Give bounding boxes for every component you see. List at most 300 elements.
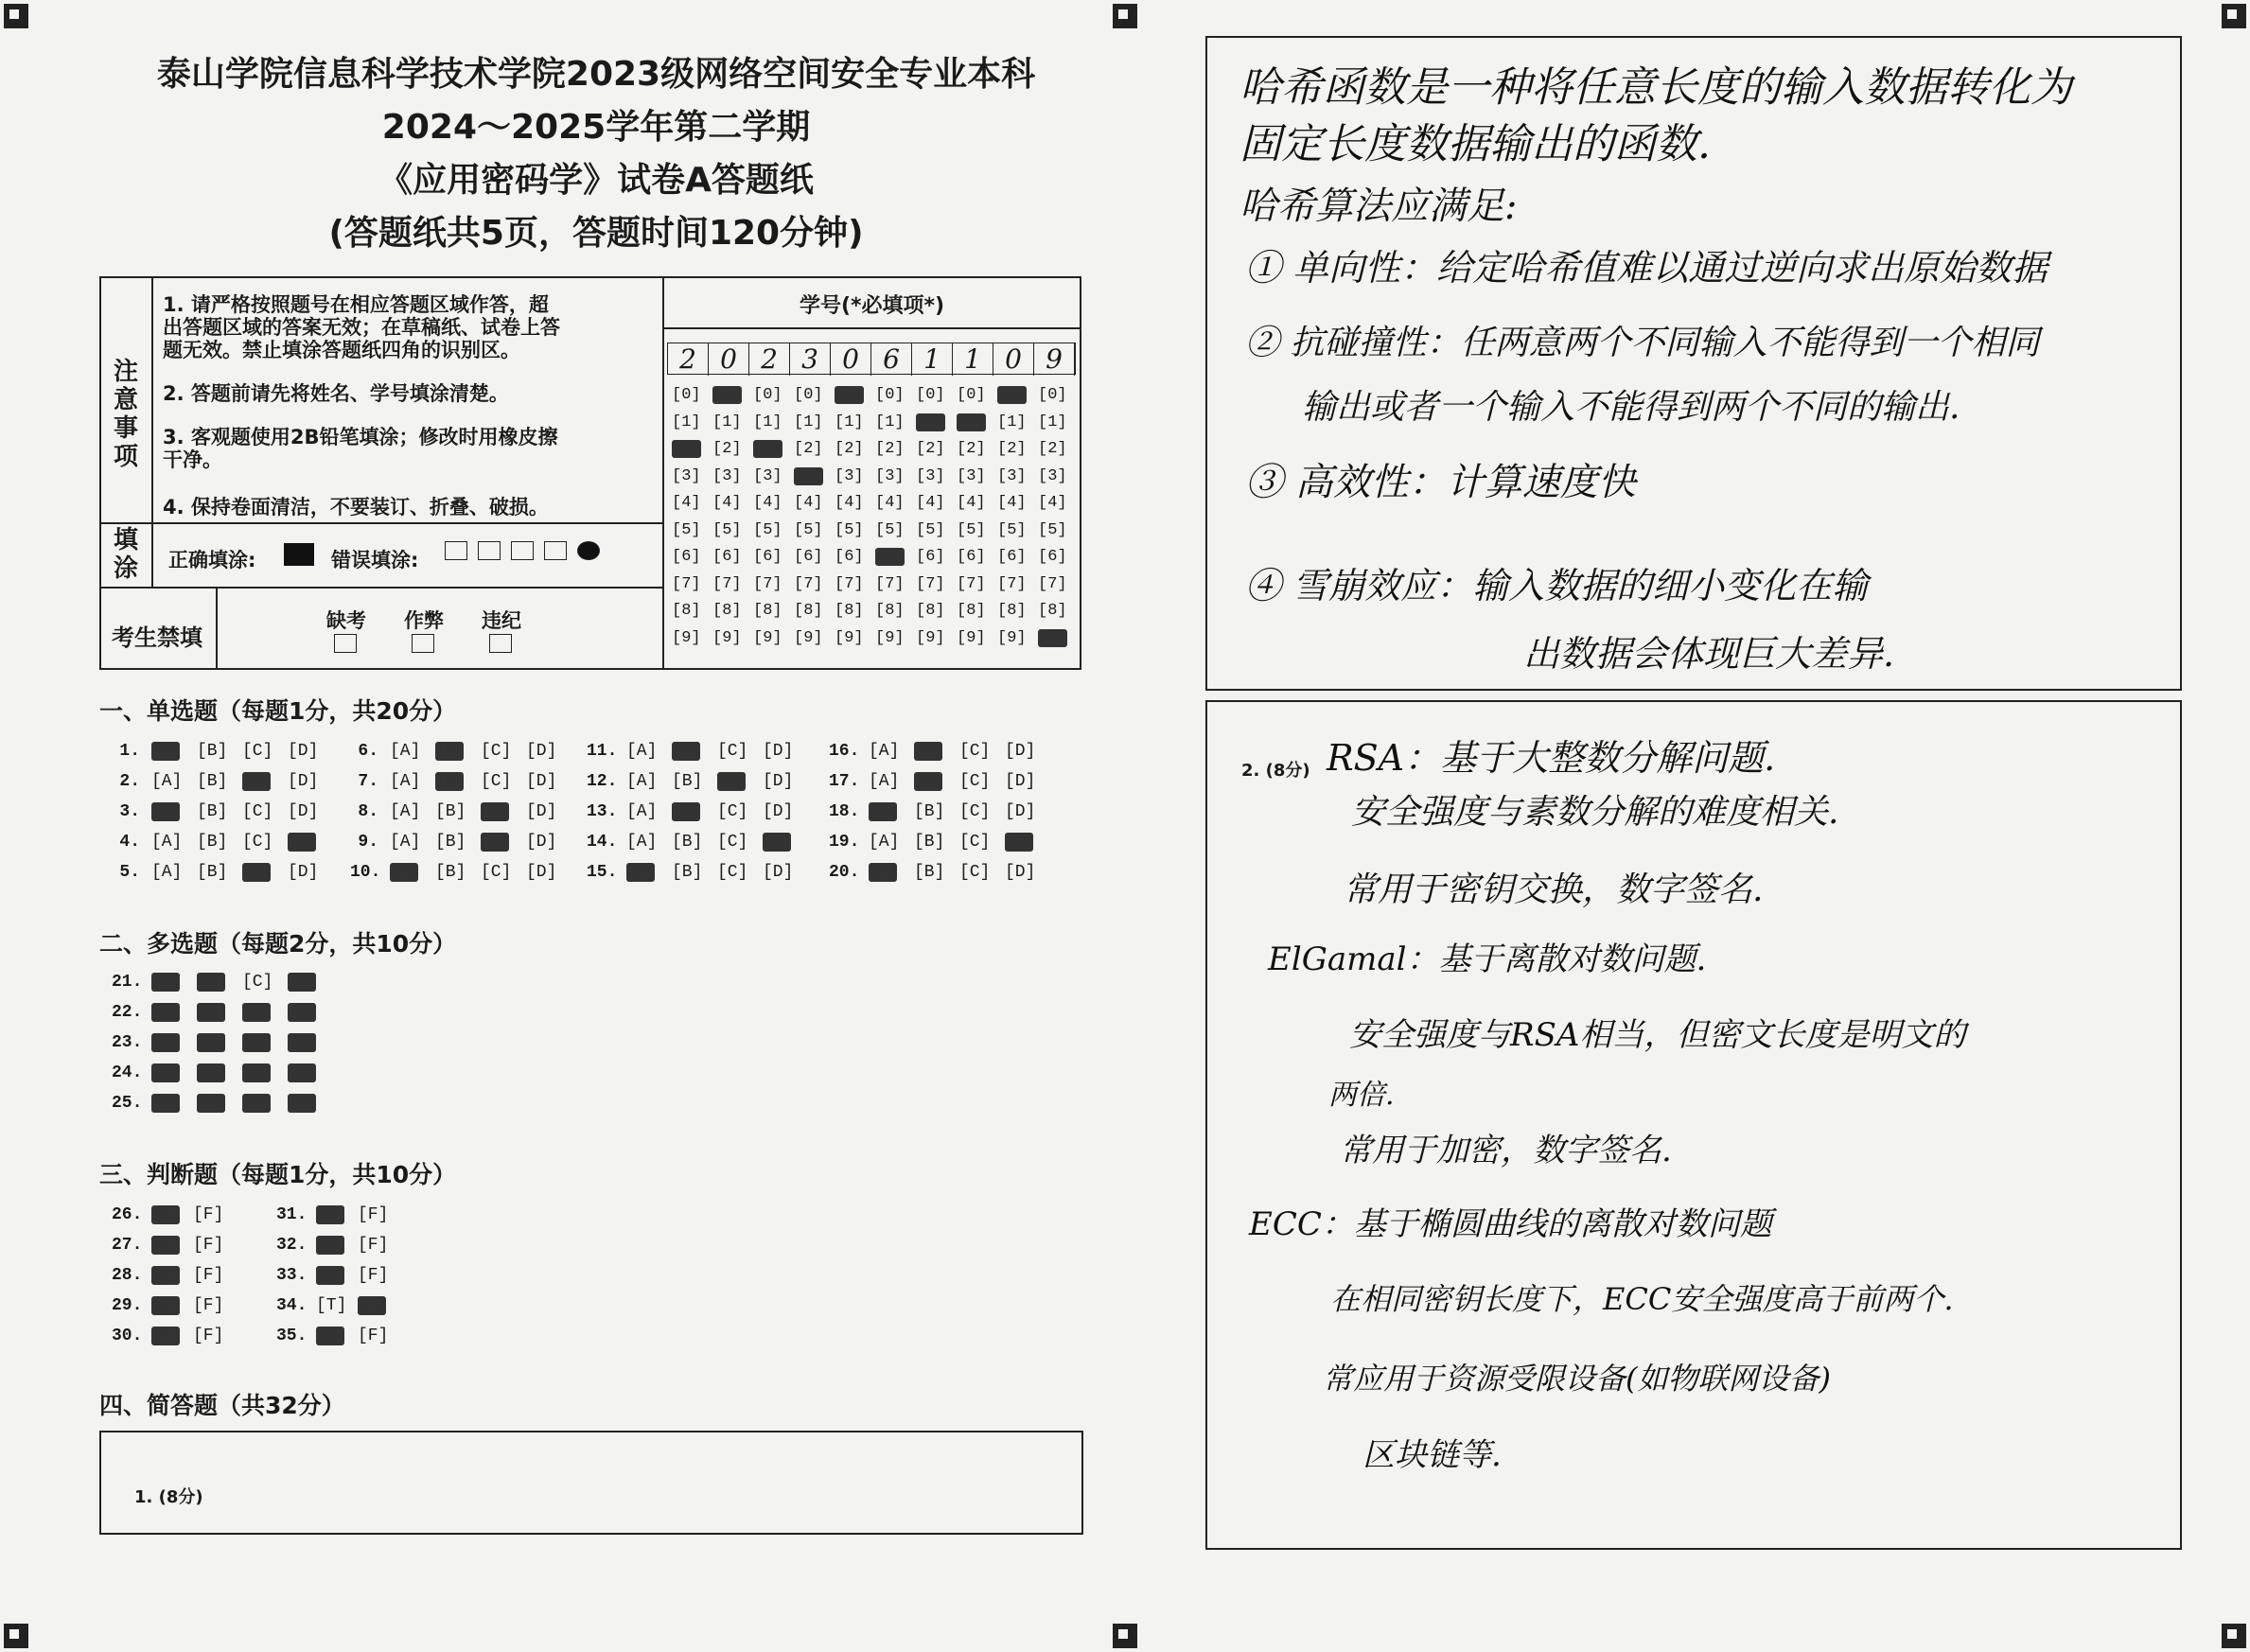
student-id-bubble[interactable]: [6] [916, 548, 945, 566]
student-id-bubble[interactable]: [0] [712, 386, 742, 404]
option-bubble[interactable]: [A] [151, 1094, 183, 1113]
student-id-bubble[interactable]: [0] [1038, 386, 1067, 404]
forbid-option-checkbox[interactable] [489, 634, 512, 653]
option-bubble[interactable]: [D] [1005, 772, 1036, 791]
option-bubble[interactable]: [B] [197, 1094, 228, 1113]
option-bubble[interactable]: [D] [1005, 833, 1036, 852]
student-id-bubble[interactable]: [9] [997, 628, 1027, 647]
student-id-bubble[interactable]: [5] [835, 520, 864, 539]
forbid-label: 考生禁填 [112, 624, 202, 651]
option-bubble[interactable]: [T] [316, 1266, 347, 1285]
option-bubble[interactable]: [T] [316, 1205, 347, 1224]
student-id-bubble[interactable]: [7] [672, 574, 701, 593]
option-bubble[interactable]: [T] [151, 1327, 183, 1345]
student-id-bubble[interactable]: [5] [1038, 520, 1067, 539]
option-bubble[interactable]: [A] [390, 863, 421, 882]
option-bubble[interactable]: [C] [242, 1003, 273, 1022]
wrong-sample-dash [511, 541, 534, 560]
option-bubble[interactable]: [C] [717, 802, 748, 821]
judge-question-row [112, 1236, 235, 1255]
student-id-bubble[interactable]: [2] [957, 440, 986, 458]
wrong-sample-dot [577, 541, 600, 560]
option-bubble[interactable]: [B] [197, 973, 228, 992]
question-number: 7. [358, 772, 378, 791]
option-bubble[interactable]: [F] [358, 1205, 389, 1224]
option-bubble[interactable]: [D] [288, 863, 319, 882]
option-bubble[interactable]: [D] [763, 833, 794, 852]
question-number: 24. [112, 1063, 143, 1082]
student-id-bubble[interactable]: [0] [875, 386, 905, 404]
judge-question-row [276, 1205, 399, 1224]
question-number: 27. [112, 1236, 143, 1255]
option-bubble[interactable]: [C] [242, 772, 273, 791]
handwritten-answer-line: 区块链等. [1362, 1436, 1502, 1474]
student-id-bubble[interactable]: [2] [997, 440, 1027, 458]
single-question-row [350, 802, 571, 821]
option-bubble[interactable]: [C] [717, 772, 748, 791]
option-bubble[interactable]: [F] [358, 1296, 389, 1315]
option-bubble[interactable]: [C] [959, 833, 991, 852]
student-id-bubble[interactable]: [3] [672, 466, 701, 485]
student-id-bubble[interactable]: [7] [957, 574, 986, 593]
student-id-bubble[interactable]: [6] [794, 548, 823, 566]
student-id-bubble[interactable]: [1] [753, 413, 782, 431]
option-bubble[interactable]: [B] [197, 802, 228, 821]
q1-label: 1. (8分) [134, 1487, 203, 1507]
forbid-option-label: 违纪 [482, 609, 521, 632]
q2-label: 2. (8分) [1241, 761, 1310, 781]
student-id-bubble[interactable]: [9] [753, 628, 782, 647]
student-id-bubble[interactable]: [9] [875, 628, 905, 647]
option-bubble[interactable]: [B] [672, 772, 703, 791]
option-bubble[interactable]: [A] [626, 772, 658, 791]
option-bubble[interactable]: [A] [626, 833, 658, 852]
option-bubble[interactable]: [C] [242, 742, 273, 761]
option-bubble[interactable]: [A] [869, 742, 900, 761]
question-number: 1. [119, 742, 140, 761]
student-id-bubble[interactable]: [2] [835, 440, 864, 458]
option-bubble[interactable]: [D] [763, 742, 794, 761]
student-id-bubble[interactable]: [6] [1038, 548, 1067, 566]
student-id-bubble[interactable]: [4] [997, 494, 1027, 512]
judge-question-row [112, 1327, 235, 1345]
option-bubble[interactable]: [B] [672, 833, 703, 852]
option-bubble[interactable]: [A] [869, 772, 900, 791]
section-judge-title: 三、判断题（每题1分，共10分） [99, 1161, 457, 1188]
student-id-bubble[interactable]: [3] [835, 466, 864, 485]
correct-fill-label: 正确填涂: [168, 549, 256, 571]
option-bubble[interactable]: [D] [1005, 742, 1036, 761]
student-id-bubble[interactable]: [4] [712, 494, 742, 512]
student-id-bubble[interactable]: [9] [835, 628, 864, 647]
corner-marker-top-left [4, 4, 28, 28]
option-bubble[interactable]: [C] [242, 1063, 273, 1082]
notice-item: 4. 保持卷面清洁，不要装订、折叠、破损。 [163, 496, 549, 518]
student-id-bubble[interactable]: [7] [1038, 574, 1067, 593]
option-bubble[interactable]: [T] [151, 1266, 183, 1285]
option-bubble[interactable]: [T] [316, 1296, 347, 1315]
student-id-bubble[interactable]: [4] [794, 494, 823, 512]
option-bubble[interactable]: [C] [717, 742, 748, 761]
student-id-bubble[interactable]: [1] [712, 413, 742, 431]
corner-marker-top-center [1113, 4, 1137, 28]
student-id-digit: 6 [871, 343, 912, 376]
option-bubble[interactable]: [A] [151, 833, 183, 852]
option-bubble[interactable]: [D] [763, 863, 794, 882]
handwritten-answer-line: 安全强度与RSA相当，但密文长度是明文的 [1349, 1016, 1966, 1054]
student-id-bubble[interactable]: [4] [957, 494, 986, 512]
student-id-bubble[interactable]: [6] [835, 548, 864, 566]
option-bubble[interactable]: [D] [526, 772, 557, 791]
wrong-fill-samples [445, 541, 600, 566]
single-question-row [587, 863, 808, 882]
question-number: 14. [587, 833, 618, 852]
option-bubble[interactable]: [F] [193, 1236, 224, 1255]
student-id-bubble[interactable]: [7] [712, 574, 742, 593]
student-id-bubble[interactable]: [1] [672, 413, 701, 431]
student-id-bubble[interactable]: [6] [672, 548, 701, 566]
fill-label-divider [151, 522, 153, 587]
option-bubble[interactable]: [B] [435, 742, 466, 761]
student-id-bubble[interactable]: [8] [997, 602, 1027, 620]
student-id-bubble[interactable]: [1] [875, 413, 905, 431]
option-bubble[interactable]: [A] [390, 742, 421, 761]
option-bubble[interactable]: [A] [626, 863, 658, 882]
student-id-bubble[interactable]: [3] [875, 466, 905, 485]
single-question-row [350, 772, 571, 791]
header-line-4: (答题纸共5页，答题时间120分钟) [328, 214, 864, 253]
student-id-bubble[interactable]: [8] [712, 602, 742, 620]
student-id-bubble[interactable]: [7] [916, 574, 945, 593]
option-bubble[interactable]: [C] [242, 863, 273, 882]
question-number: 31. [276, 1205, 308, 1224]
option-bubble[interactable]: [A] [151, 1003, 183, 1022]
student-id-bubble[interactable]: [0] [916, 386, 945, 404]
student-id-bubble[interactable]: [0] [794, 386, 823, 404]
option-bubble[interactable]: [B] [197, 772, 228, 791]
student-id-bubble[interactable]: [6] [957, 548, 986, 566]
single-question-row [112, 863, 333, 882]
student-id-bubble[interactable]: [5] [997, 520, 1027, 539]
option-bubble[interactable]: [F] [193, 1296, 224, 1315]
single-question-row [829, 833, 1050, 852]
student-id-bubble[interactable]: [7] [997, 574, 1027, 593]
option-bubble[interactable]: [C] [242, 833, 273, 852]
single-question-row [587, 742, 808, 761]
option-bubble[interactable]: [D] [288, 1033, 319, 1052]
option-bubble[interactable]: [F] [193, 1327, 224, 1345]
question-number: 30. [112, 1327, 143, 1345]
option-bubble[interactable]: [B] [197, 863, 228, 882]
student-id-bubble[interactable]: [8] [794, 602, 823, 620]
option-bubble[interactable]: [D] [526, 742, 557, 761]
student-id-bubble[interactable]: [7] [753, 574, 782, 593]
handwritten-answer-line: ② 抗碰撞性：任两意两个不同输入不能得到一个相同 [1245, 324, 2040, 362]
student-id-bubble[interactable]: [9] [1038, 628, 1067, 647]
option-bubble[interactable]: [C] [959, 772, 991, 791]
multi-question-row [112, 1003, 333, 1022]
student-id-bubble[interactable]: [7] [875, 574, 905, 593]
option-bubble[interactable]: [A] [151, 1063, 183, 1082]
student-id-bubble[interactable]: [9] [672, 628, 701, 647]
student-id-bubble[interactable]: [3] [1038, 466, 1067, 485]
option-bubble[interactable]: [C] [481, 833, 512, 852]
multi-question-row [112, 1063, 333, 1082]
question-number: 3. [119, 802, 140, 821]
option-bubble[interactable]: [C] [959, 863, 991, 882]
option-bubble[interactable]: [C] [242, 973, 273, 992]
option-bubble[interactable]: [A] [869, 863, 900, 882]
option-bubble[interactable]: [D] [526, 833, 557, 852]
option-bubble[interactable]: [D] [526, 802, 557, 821]
corner-marker-bottom-center [1113, 1624, 1137, 1648]
option-bubble[interactable]: [B] [197, 742, 228, 761]
student-id-bubble[interactable]: [8] [835, 602, 864, 620]
student-id-bubble[interactable]: [3] [957, 466, 986, 485]
student-id-bubble[interactable]: [9] [957, 628, 986, 647]
student-id-bubble[interactable]: [2] [916, 440, 945, 458]
student-id-bubble[interactable]: [2] [712, 440, 742, 458]
option-bubble[interactable]: [B] [914, 802, 945, 821]
option-bubble[interactable]: [C] [959, 802, 991, 821]
student-id-bubble[interactable]: [3] [997, 466, 1027, 485]
option-bubble[interactable]: [A] [151, 772, 183, 791]
option-bubble[interactable]: [D] [288, 742, 319, 761]
student-id-digit: 1 [912, 343, 953, 376]
q1-box-left [99, 1431, 1083, 1535]
option-bubble[interactable]: [C] [959, 742, 991, 761]
student-id-bubble[interactable]: [5] [672, 520, 701, 539]
student-id-bubble[interactable]: [6] [875, 548, 905, 566]
student-id-bubble[interactable]: [2] [794, 440, 823, 458]
student-id-bubble[interactable]: [5] [753, 520, 782, 539]
student-id-bubble[interactable]: [4] [753, 494, 782, 512]
handwritten-answer-line: 在相同密钥长度下，ECC安全强度高于前两个. [1330, 1281, 1954, 1317]
student-id-bubble[interactable]: [5] [712, 520, 742, 539]
student-id-bubble[interactable]: [2] [753, 440, 782, 458]
option-bubble[interactable]: [C] [481, 863, 512, 882]
student-id-bubble[interactable]: [9] [712, 628, 742, 647]
option-bubble[interactable]: [F] [193, 1205, 224, 1224]
question-number: 21. [112, 973, 143, 992]
question-number: 17. [829, 772, 860, 791]
notice-label: 注意事项 [113, 358, 138, 471]
handwritten-answer-line: RSA：基于大整数分解问题. [1327, 737, 1776, 779]
option-bubble[interactable]: [C] [242, 802, 273, 821]
option-bubble[interactable]: [D] [763, 802, 794, 821]
question-number: 2. [119, 772, 140, 791]
option-bubble[interactable]: [A] [869, 833, 900, 852]
option-bubble[interactable]: [D] [288, 833, 319, 852]
option-bubble[interactable]: [F] [358, 1327, 389, 1345]
option-bubble[interactable]: [D] [763, 772, 794, 791]
student-id-bubble[interactable]: [6] [997, 548, 1027, 566]
forbid-option-label: 缺考 [326, 609, 366, 632]
option-bubble[interactable]: [B] [914, 742, 945, 761]
option-bubble[interactable]: [A] [626, 742, 658, 761]
option-bubble[interactable]: [C] [717, 833, 748, 852]
option-bubble[interactable]: [T] [151, 1205, 183, 1224]
question-number: 26. [112, 1205, 143, 1224]
student-id-bubble[interactable]: [9] [916, 628, 945, 647]
question-number: 29. [112, 1296, 143, 1315]
student-id-bubble[interactable]: [1] [835, 413, 864, 431]
handwritten-answer-line: ElGamal：基于离散对数问题. [1268, 940, 1707, 978]
option-bubble[interactable]: [C] [481, 742, 512, 761]
forbid-divider [216, 587, 218, 670]
option-bubble[interactable]: [D] [288, 973, 319, 992]
corner-marker-bottom-left [4, 1624, 28, 1648]
option-bubble[interactable]: [A] [151, 1033, 183, 1052]
option-bubble[interactable]: [C] [242, 1033, 273, 1052]
option-bubble[interactable]: [B] [672, 863, 703, 882]
student-id-bubble[interactable]: [7] [835, 574, 864, 593]
option-bubble[interactable]: [A] [390, 772, 421, 791]
student-id-digit: 1 [953, 343, 993, 376]
option-bubble[interactable]: [B] [197, 1033, 228, 1052]
student-id-bubble[interactable]: [2] [672, 440, 701, 458]
option-bubble[interactable]: [D] [1005, 802, 1036, 821]
correct-fill-sample [284, 543, 314, 566]
option-bubble[interactable]: [B] [435, 772, 466, 791]
student-id-bubble[interactable]: [3] [753, 466, 782, 485]
corner-marker-bottom-right [2222, 1624, 2246, 1648]
option-bubble[interactable]: [B] [672, 802, 703, 821]
question-number: 33. [276, 1266, 308, 1285]
student-id-bubble[interactable]: [3] [794, 466, 823, 485]
student-id-bubble[interactable]: [9] [794, 628, 823, 647]
option-bubble[interactable]: [A] [151, 863, 183, 882]
student-id-bubble[interactable]: [5] [794, 520, 823, 539]
student-id-bubble[interactable]: [1] [916, 413, 945, 431]
student-id-bubble[interactable]: [8] [672, 602, 701, 620]
student-id-bubble[interactable]: [0] [957, 386, 986, 404]
student-id-bubble[interactable]: [8] [957, 602, 986, 620]
question-number: 16. [829, 742, 860, 761]
option-bubble[interactable]: [C] [481, 802, 512, 821]
student-id-digit: 2 [668, 343, 709, 376]
student-id-bubble[interactable]: [6] [753, 548, 782, 566]
student-id-bubble[interactable]: [5] [957, 520, 986, 539]
student-id-title-underline [662, 327, 1081, 329]
option-bubble[interactable]: [B] [435, 863, 466, 882]
option-bubble[interactable]: [B] [197, 833, 228, 852]
forbid-option-checkbox[interactable] [412, 634, 434, 653]
student-id-bubble[interactable]: [4] [672, 494, 701, 512]
student-id-bubble[interactable]: [1] [957, 413, 986, 431]
option-bubble[interactable]: [B] [435, 802, 466, 821]
option-bubble[interactable]: [C] [717, 863, 748, 882]
student-id-bubble[interactable]: [8] [916, 602, 945, 620]
option-bubble[interactable]: [A] [151, 742, 183, 761]
question-number: 25. [112, 1094, 143, 1113]
single-question-row [829, 772, 1050, 791]
question-number: 8. [358, 802, 378, 821]
header-line-1: 泰山学院信息科学技术学院2023级网络空间安全专业本科 [156, 55, 1036, 94]
option-bubble[interactable]: [B] [914, 772, 945, 791]
option-bubble[interactable]: [A] [869, 802, 900, 821]
option-bubble[interactable]: [B] [914, 863, 945, 882]
student-id-digit: 0 [709, 343, 749, 376]
option-bubble[interactable]: [F] [193, 1266, 224, 1285]
notice-label-divider [151, 276, 153, 522]
student-id-digit: 2 [749, 343, 790, 376]
single-question-row [112, 833, 333, 852]
wrong-sample-tick [478, 541, 501, 560]
question-number: 22. [112, 1003, 143, 1022]
student-id-bubble[interactable]: [6] [712, 548, 742, 566]
option-bubble[interactable]: [F] [358, 1266, 389, 1285]
option-bubble[interactable]: [A] [626, 802, 658, 821]
option-bubble[interactable]: [B] [197, 1063, 228, 1082]
option-bubble[interactable]: [D] [288, 802, 319, 821]
option-bubble[interactable]: [D] [288, 1003, 319, 1022]
option-bubble[interactable]: [A] [390, 833, 421, 852]
option-bubble[interactable]: [C] [242, 1094, 273, 1113]
student-id-digit: 0 [831, 343, 871, 376]
option-bubble[interactable]: [B] [197, 1003, 228, 1022]
option-bubble[interactable]: [T] [316, 1236, 347, 1255]
row-divider-1 [99, 522, 664, 524]
student-id-bubble[interactable]: [1] [1038, 413, 1067, 431]
student-id-bubble[interactable]: [7] [794, 574, 823, 593]
option-bubble[interactable]: [D] [288, 1063, 319, 1082]
student-id-bubble[interactable]: [8] [753, 602, 782, 620]
student-id-bubble[interactable]: [4] [875, 494, 905, 512]
student-id-bubble[interactable]: [4] [835, 494, 864, 512]
option-bubble[interactable]: [A] [151, 802, 183, 821]
student-id-bubble[interactable]: [3] [712, 466, 742, 485]
option-bubble[interactable]: [A] [390, 802, 421, 821]
student-id-bubble[interactable]: [1] [997, 413, 1027, 431]
option-bubble[interactable]: [D] [526, 863, 557, 882]
student-id-bubble[interactable]: [4] [1038, 494, 1067, 512]
student-id-bubble[interactable]: [3] [916, 466, 945, 485]
student-id-bubble[interactable]: [2] [875, 440, 905, 458]
student-id-bubble[interactable]: [8] [1038, 602, 1067, 620]
handwritten-answer-line: 出数据会体现巨大差异. [1523, 633, 1895, 675]
question-number: 13. [587, 802, 618, 821]
student-id-bubble[interactable]: [0] [997, 386, 1027, 404]
student-id-bubble[interactable]: [0] [672, 386, 701, 404]
option-bubble[interactable]: [D] [288, 772, 319, 791]
student-id-bubble[interactable]: [4] [916, 494, 945, 512]
option-bubble[interactable]: [B] [672, 742, 703, 761]
student-id-digit-row [667, 343, 1076, 375]
option-bubble[interactable]: [T] [151, 1236, 183, 1255]
option-bubble[interactable]: [F] [358, 1236, 389, 1255]
option-bubble[interactable]: [A] [151, 973, 183, 992]
question-number: 12. [587, 772, 618, 791]
student-id-bubble[interactable]: [1] [794, 413, 823, 431]
student-id-bubble[interactable]: [0] [835, 386, 864, 404]
student-id-bubble[interactable]: [8] [875, 602, 905, 620]
student-id-bubble[interactable]: [0] [753, 386, 782, 404]
option-bubble[interactable]: [B] [914, 833, 945, 852]
question-number: 10. [350, 863, 381, 882]
option-bubble[interactable]: [T] [316, 1327, 347, 1345]
option-bubble[interactable]: [D] [1005, 863, 1036, 882]
student-id-bubble[interactable]: [5] [916, 520, 945, 539]
judge-question-row [276, 1296, 399, 1315]
student-id-bubble[interactable]: [2] [1038, 440, 1067, 458]
option-bubble[interactable]: [C] [481, 772, 512, 791]
option-bubble[interactable]: [T] [151, 1296, 183, 1315]
option-bubble[interactable]: [B] [435, 833, 466, 852]
forbid-option-checkbox[interactable] [334, 634, 357, 653]
option-bubble[interactable]: [D] [288, 1094, 319, 1113]
student-id-bubble[interactable]: [5] [875, 520, 905, 539]
